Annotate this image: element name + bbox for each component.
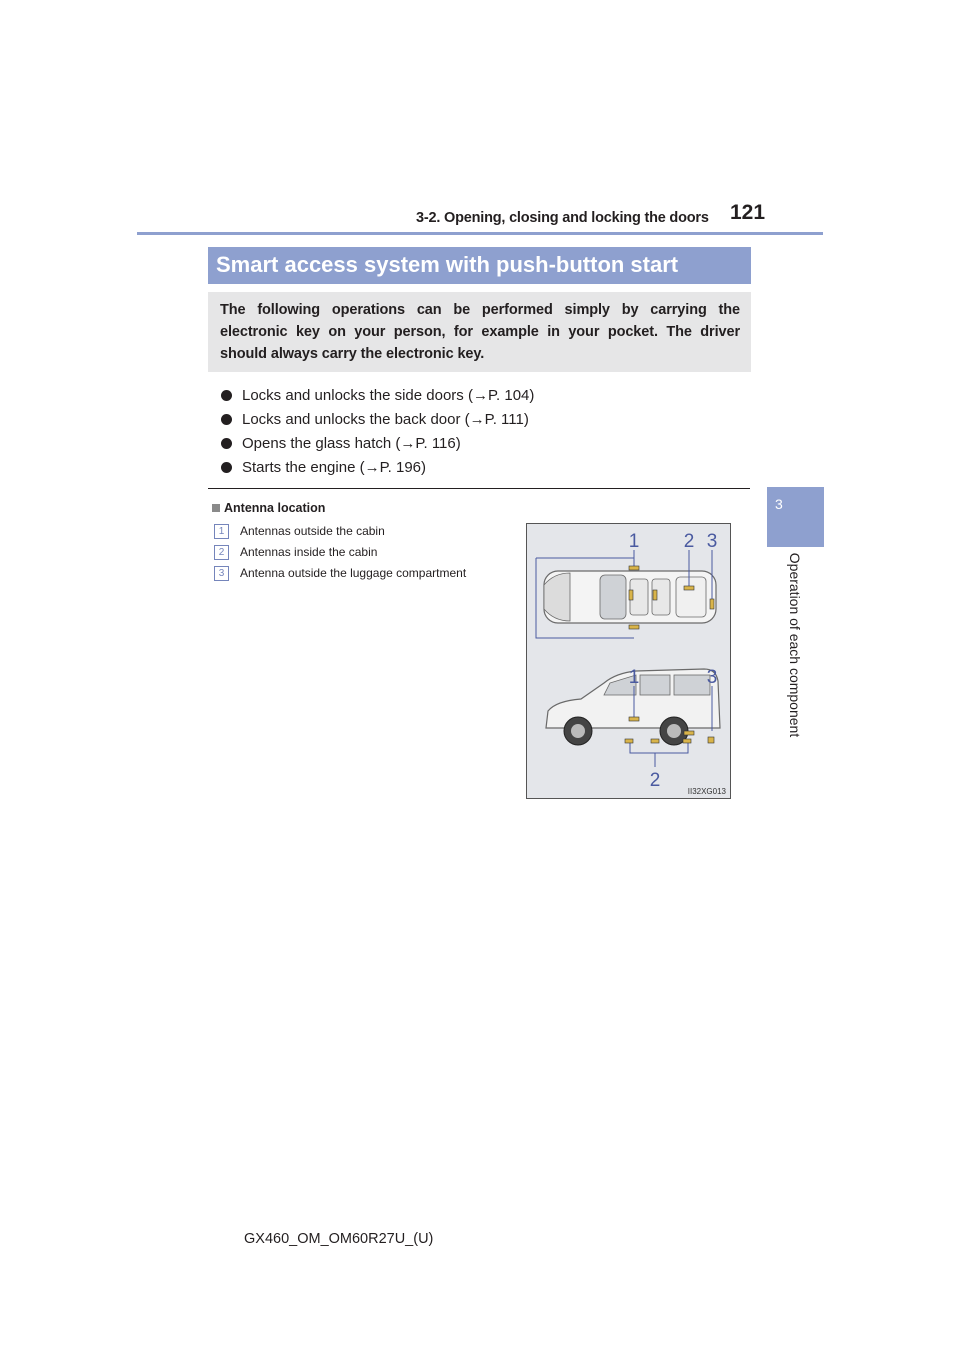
bullet-icon	[221, 462, 232, 473]
antenna-marker	[710, 599, 714, 609]
callout-label: 2	[683, 531, 695, 552]
feature-list	[221, 383, 534, 479]
section-title: Smart access system with push-button start	[216, 252, 679, 277]
intro-text: The following operations can be performed simply by carrying the electronic key on your person, for example in your pocket. The driver should always carry the electronic key.	[220, 302, 740, 362]
bullet-icon	[221, 438, 232, 449]
antenna-marker	[629, 566, 639, 570]
legend-number: 3	[214, 566, 229, 581]
divider	[208, 488, 750, 489]
antenna-marker	[653, 590, 657, 600]
running-header-section: 3-2. Opening, closing and locking the doors	[416, 210, 709, 226]
figure-frame	[527, 524, 731, 799]
list-item-text: Starts the engine (→P. 196)	[242, 458, 426, 476]
chapter-tab-number: 3	[775, 496, 783, 512]
antenna-location-figure	[526, 523, 731, 799]
antenna-marker	[629, 590, 633, 600]
page-number: 121	[730, 201, 766, 224]
legend-number: 2	[214, 545, 229, 560]
list-item-text: Opens the glass hatch (→P. 116)	[242, 434, 461, 452]
square-marker-icon	[212, 504, 220, 512]
antenna-marker	[629, 717, 639, 721]
callout-label: 3	[706, 667, 718, 688]
header-rule	[137, 232, 823, 235]
legend-item	[214, 523, 385, 539]
list-item	[221, 431, 534, 455]
antenna-marker	[684, 586, 694, 590]
list-item	[221, 383, 534, 407]
subsection-heading-text: Antenna location	[224, 501, 326, 515]
subsection-heading	[212, 501, 325, 515]
callout-label: 3	[706, 531, 718, 552]
legend-number: 1	[214, 524, 229, 539]
legend-text: Antennas outside the cabin	[240, 524, 385, 538]
antenna-marker	[651, 739, 659, 743]
antenna-marker	[683, 739, 691, 743]
antenna-marker	[708, 737, 714, 743]
callout-label: 2	[649, 770, 661, 791]
legend-item	[214, 565, 466, 581]
list-item	[221, 455, 534, 479]
bullet-icon	[221, 390, 232, 401]
list-item	[221, 407, 534, 431]
document-code: GX460_OM_OM60R27U_(U)	[244, 1231, 434, 1247]
list-item-text: Locks and unlocks the side doors (→P. 104)	[242, 386, 535, 404]
list-item-text: Locks and unlocks the back door (→P. 111)	[242, 410, 529, 428]
callout-label: 1	[628, 667, 640, 688]
antenna-marker	[684, 731, 694, 735]
legend-text: Antennas inside the cabin	[240, 545, 378, 559]
bullet-icon	[221, 414, 232, 425]
callout-label: 1	[628, 531, 640, 552]
antenna-marker	[625, 739, 633, 743]
figure-code: II32XG013	[687, 787, 726, 796]
chapter-tab-label: Operation of each component	[787, 552, 803, 738]
antenna-marker	[629, 625, 639, 629]
legend-text: Antenna outside the luggage compartment	[240, 566, 467, 580]
legend-item	[214, 544, 377, 560]
